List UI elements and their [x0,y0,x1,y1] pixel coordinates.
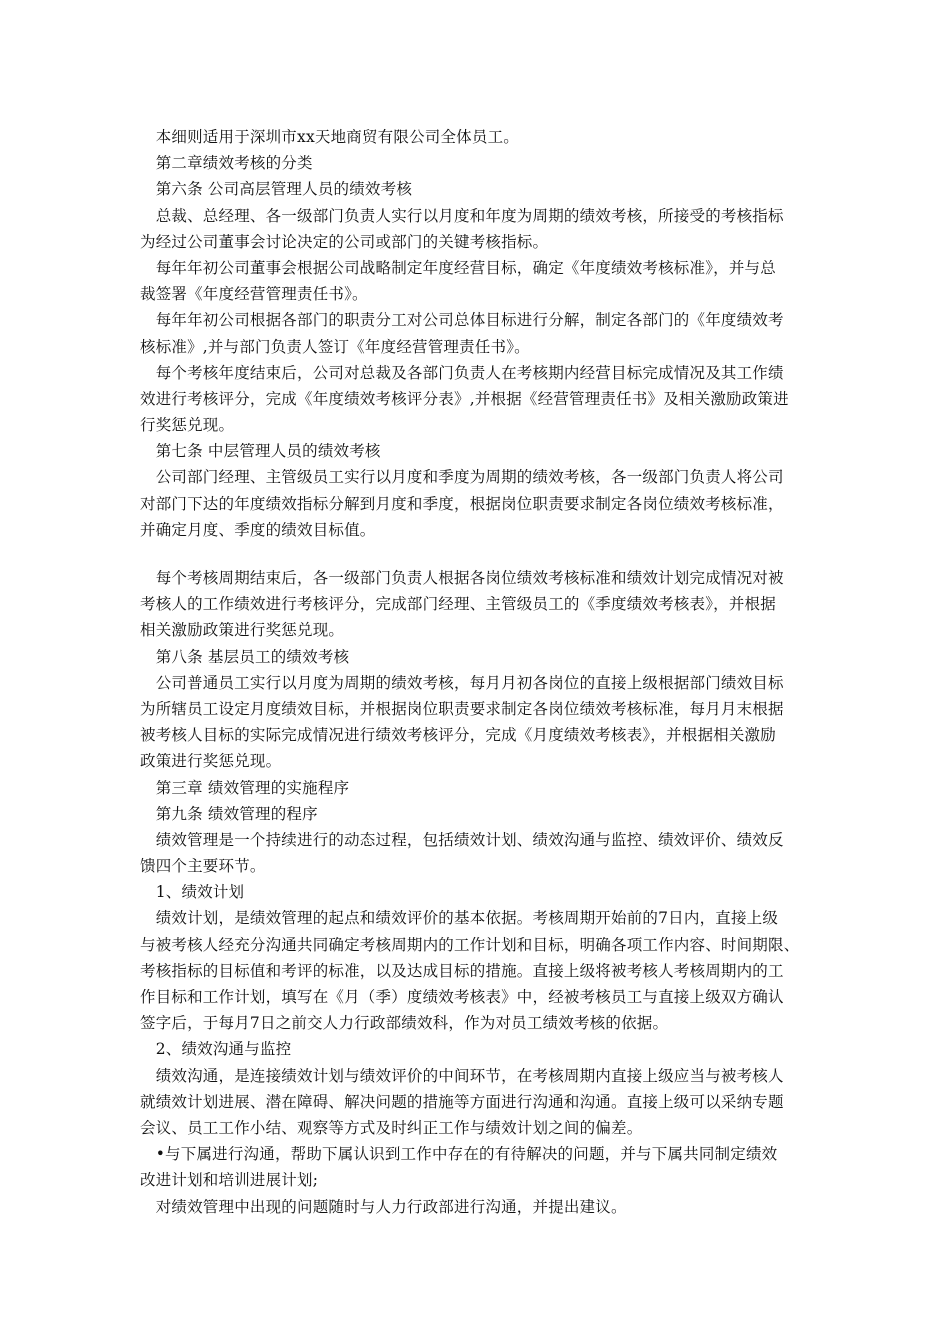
text-line: 被考核人目标的实际完成情况进行绩效考核评分，完成《月度绩效考核表》，并根据相关激励 [140,726,776,745]
text-block-1 [140,124,812,543]
text-line: 第八条 基层员工的绩效考核 [140,647,350,666]
text-line: 核标准》,并与部门负责人签订《年度经营管理责任书》。 [140,337,530,356]
text-line: 裁签署《年度经营管理责任书》。 [140,285,368,304]
text-line: 与被考核人经充分沟通共同确定考核周期内的工作计划和目标，明确各项工作内容、时间期限、 [140,935,800,954]
text-line: 考核人的工作绩效进行考核评分，完成部门经理、主管级员工的《季度绩效考核表》，并根据 [140,595,776,614]
paragraph-gap [140,543,812,565]
text-line: 每个考核年度结束后，公司对总裁及各部门负责人在考核期内经营目标完成情况及其工作绩 [140,363,784,382]
text-line: 公司普通员工实行以月度为周期的绩效考核，每月月初各岗位的直接上级根据部门绩效目标 [140,673,784,692]
text-line: 并确定月度、季度的绩效目标值。 [140,520,376,539]
text-line: 考核指标的目标值和考评的标准，以及达成目标的措施。直接上级将被考核人考核周期内的工 [140,961,784,980]
text-line: 效进行考核评分，完成《年度绩效考核评分表》,并根据《经营管理责任书》及相关激励政策进 [140,389,789,408]
text-line: 绩效计划，是绩效管理的起点和绩效评价的基本依据。考核周期开始前的7日内，直接上级 [140,909,779,928]
text-line: •与下属进行沟通，帮助下属认识到工作中存在的有待解决的问题，并与下属共同制定绩效 [140,1145,778,1164]
text-line: 签字后，于每月7日之前交人力行政部绩效科，作为对员工绩效考核的依据。 [140,1014,669,1033]
text-line: 2、绩效沟通与监控 [140,1040,292,1059]
text-line: 为经过公司董事会讨论决定的公司或部门的关键考核指标。 [140,232,549,251]
text-line: 每年年初公司根据各部门的职责分工对公司总体目标进行分解，制定各部门的《年度绩效考 [140,311,784,330]
text-line: 第六条 公司高层管理人员的绩效考核 [140,180,413,199]
text-line: 本细则适用于深圳市xx天地商贸有限公司全体员工。 [140,128,519,146]
text-line: 第三章 绩效管理的实施程序 [140,778,350,797]
text-line: 就绩效计划进展、潜在障碍、解决问题的措施等方面进行沟通和沟通。直接上级可以采纳专题 [140,1092,784,1111]
text-line: 改进计划和培训进展计划; [140,1171,319,1190]
text-line: 相关激励政策进行奖惩兑现。 [140,621,345,640]
text-line: 1、绩效计划 [140,883,245,902]
text-line: 行奖惩兑现。 [140,416,235,435]
text-line: 第九条 绩效管理的程序 [140,804,318,823]
text-line: 总裁、总经理、各一级部门负责人实行以月度和年度为周期的绩效考核，所接受的考核指标 [140,206,784,225]
text-line: 公司部门经理、主管级员工实行以月度和季度为周期的绩效考核，各一级部门负责人将公司 [140,468,784,487]
text-line: 每年年初公司董事会根据公司战略制定年度经营目标，确定《年度绩效考核标准》，并与总 [140,258,776,277]
text-line: 绩效管理是一个持续进行的动态过程，包括绩效计划、绩效沟通与监控、绩效评价、绩效反 [140,830,784,849]
text-line: 馈四个主要环节。 [140,857,266,876]
text-line: 对绩效管理中出现的问题随时与人力行政部进行沟通，并提出建议。 [140,1197,627,1216]
document-body [140,124,812,1220]
text-line: 作目标和工作计划，填写在《月（季）度绩效考核表》中，经被考核员工与直接上级双方确认 [140,988,784,1006]
text-block-2 [140,565,812,1220]
text-line: 第二章绩效考核的分类 [140,154,313,173]
text-line: 会议、员工工作小结、观察等方式及时纠正工作与绩效计划之间的偏差。 [140,1118,643,1137]
text-line: 每个考核周期结束后，各一级部门负责人根据各岗位绩效考核标准和绩效计划完成情况对被 [140,569,784,587]
text-line: 为所辖员工设定月度绩效目标，并根据岗位职责要求制定各岗位绩效考核标准，每月月末根据 [140,699,784,718]
text-line: 对部门下达的年度绩效指标分解到月度和季度，根据岗位职责要求制定各岗位绩效考核标准， [140,494,784,513]
text-line: 政策进行奖惩兑现。 [140,752,282,771]
text-line: 第七条 中层管理人员的绩效考核 [140,442,381,461]
text-line: 绩效沟通，是连接绩效计划与绩效评价的中间环节，在考核周期内直接上级应当与被考核人 [140,1066,784,1085]
